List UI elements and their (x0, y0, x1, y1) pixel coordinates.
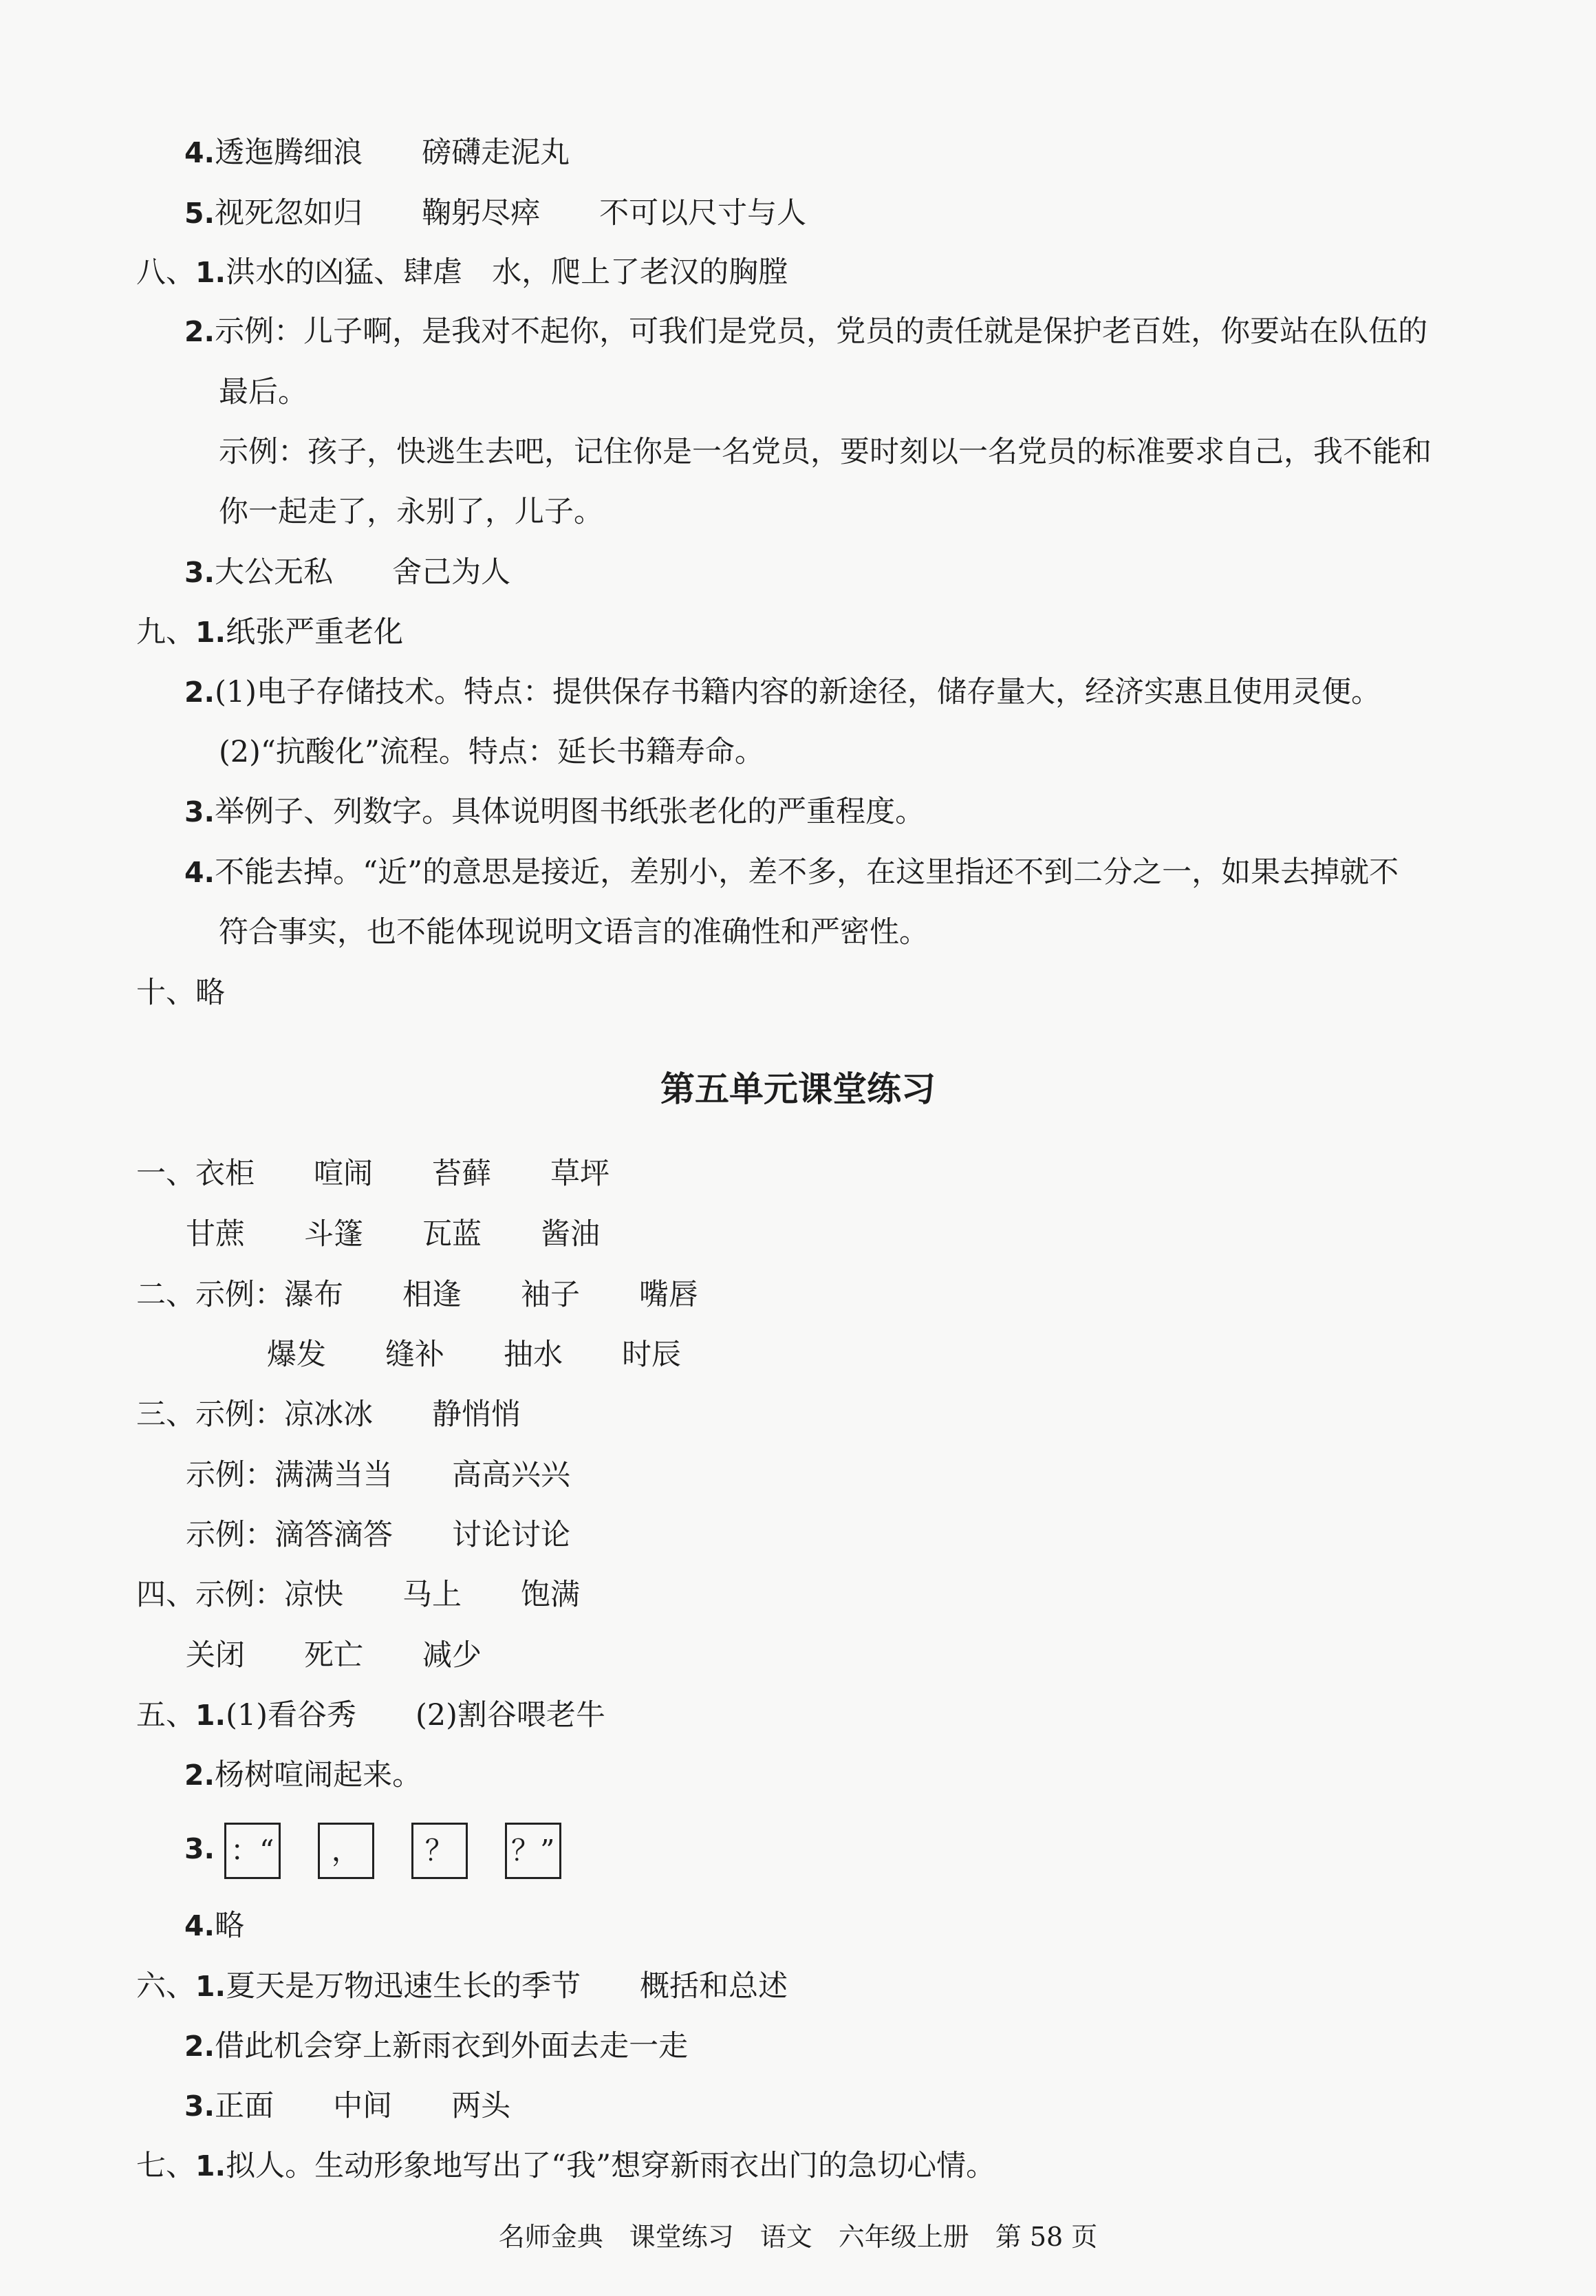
answer-line (184, 672, 1381, 713)
answer-line (136, 612, 403, 653)
item-number: 2. (184, 2030, 215, 2063)
answer-line (184, 552, 510, 593)
answer-text: 示例：儿子啊，是我对不起你，可我们是党员，党员的责任就是保护老百姓，你要站在队伍的 (215, 314, 1428, 349)
item-number: 1. (195, 256, 226, 289)
answer-text: 大公无私 舍己为人 (215, 555, 511, 590)
answer-text: 最后。 (219, 375, 308, 409)
answer-text: 夏天是万物迅速生长的季节 概括和总述 (226, 1969, 788, 2004)
answer-line (184, 791, 925, 833)
answer-line (136, 2145, 995, 2187)
item-number: 2. (184, 1759, 215, 1792)
answer-line (219, 372, 308, 413)
section-label: 八、 (136, 255, 195, 290)
item-number: 1. (195, 1970, 226, 2003)
answer-line (184, 2085, 510, 2127)
answer-line (184, 193, 806, 234)
answer-text: 示例：凉冰冰 静悄悄 (195, 1397, 521, 1432)
answer-text: 甘蔗 斗篷 瓦蓝 酱油 (186, 1217, 600, 1252)
section-label: 五、 (136, 1698, 195, 1732)
answer-text: 举例子、列数字。具体说明图书纸张老化的严重程度。 (215, 795, 925, 829)
section-label: 六、 (136, 1969, 195, 2004)
item-number: 3. (184, 795, 215, 828)
item-number: 1. (195, 2149, 226, 2182)
answer-line (184, 1905, 244, 1946)
answer-line (184, 2026, 688, 2067)
answer-text: 杨树喧闹起来。 (215, 1758, 422, 1792)
item-number: 4. (184, 136, 215, 169)
item-number: 4. (184, 1909, 215, 1942)
item-number: 3. (184, 556, 215, 589)
answer-text: 借此机会穿上新雨衣到外面去走一走 (215, 2029, 689, 2063)
answer-text: 洪水的凶猛、肆虐 水，爬上了老汉的胸膛 (226, 255, 788, 290)
answer-text: (1)看谷秀 (2)割谷喂老牛 (226, 1698, 605, 1732)
answer-line (184, 311, 1427, 352)
answer-text: (2)“抗酸化”流程。特点：延长书籍寿命。 (219, 735, 764, 769)
section-label: 七、 (136, 2149, 195, 2183)
answer-line (184, 852, 1399, 893)
section-label: 三、 (136, 1397, 195, 1432)
answer-text: 示例：满满当当 高高兴兴 (186, 1458, 570, 1492)
section-label: 二、 (136, 1278, 195, 1312)
answer-line (186, 1514, 570, 1556)
item-number: 5. (184, 197, 215, 230)
answer-text: 衣柜 喧闹 苔藓 草坪 (195, 1157, 610, 1191)
answer-line (219, 491, 603, 533)
answer-line (136, 1153, 610, 1194)
item-number: 4. (184, 856, 215, 889)
answer-text: 略 (215, 1909, 245, 1943)
page-footer: 名师金典 课堂练习 语文 六年级上册 第 58 页 (498, 2222, 1098, 2252)
answer-text: 略 (195, 976, 225, 1010)
section-label: 十、 (136, 976, 195, 1010)
answer-line (219, 912, 929, 953)
section-label: 四、 (136, 1578, 195, 1612)
answer-line (136, 252, 788, 293)
answer-text: 透迤腾细浪 磅礴走泥丸 (215, 136, 570, 170)
unit-title: 第五单元课堂练习 (660, 1069, 936, 1109)
answer-line (184, 132, 570, 173)
answer-line (136, 972, 225, 1013)
answer-line (184, 1755, 422, 1796)
punctuation-box: ：“ (224, 1823, 281, 1879)
punctuation-box: ？ (411, 1823, 468, 1879)
item-number: 2. (184, 676, 215, 709)
answer-line (184, 1820, 598, 1879)
item-number: 3. (184, 2090, 215, 2123)
item-number: 2. (184, 315, 215, 348)
answer-text: 正面 中间 两头 (215, 2089, 511, 2123)
answer-text: 拟人。生动形象地写出了“我”想穿新雨衣出门的急切心情。 (226, 2149, 996, 2183)
answer-line (219, 431, 1432, 473)
punctuation-box: ， (318, 1823, 374, 1879)
answer-text: 纸张严重老化 (226, 615, 404, 650)
punctuation-box: ？” (505, 1823, 561, 1879)
answer-text: 示例：凉快 马上 饱满 (195, 1578, 580, 1612)
answer-text: 关闭 死亡 减少 (186, 1638, 482, 1673)
answer-text: (1)电子存储技术。特点：提供保存书籍内容的新途径，储存量大，经济实惠且使用灵便。 (215, 675, 1381, 709)
answer-line (136, 1966, 788, 2007)
answer-line (186, 1455, 570, 1496)
item-number: 3. (184, 1832, 215, 1865)
answer-text: 示例：孩子，快逃生去吧，记住你是一名党员，要时刻以一名党员的标准要求自己，我不能和 (219, 435, 1432, 469)
answer-text: 爆发 缝补 抽水 时辰 (267, 1338, 681, 1372)
item-number: 1. (195, 616, 226, 649)
answer-line (136, 1274, 698, 1316)
answer-line (136, 1394, 521, 1435)
answer-text: 符合事实，也不能体现说明文语言的准确性和严密性。 (219, 915, 929, 949)
answer-line (186, 1214, 600, 1255)
answer-text: 你一起走了，永别了，儿子。 (219, 495, 603, 529)
answer-line (186, 1635, 482, 1676)
answer-text: 示例：瀑布 相逢 袖子 嘴唇 (195, 1278, 698, 1312)
answer-text: 不能去掉。“近”的意思是接近，差别小，差不多，在这里指还不到二分之一，如果去掉就不 (215, 855, 1399, 890)
answer-line (136, 1574, 580, 1616)
answer-text: 示例：滴答滴答 讨论讨论 (186, 1518, 570, 1552)
section-label: 九、 (136, 615, 195, 650)
section-label: 一、 (136, 1157, 195, 1191)
answer-line (219, 731, 764, 773)
item-number: 1. (195, 1699, 226, 1732)
answer-text: 视死忽如归 鞠躬尽瘁 不可以尺寸与人 (215, 196, 807, 230)
answer-line (136, 1695, 605, 1736)
answer-line (267, 1334, 681, 1375)
